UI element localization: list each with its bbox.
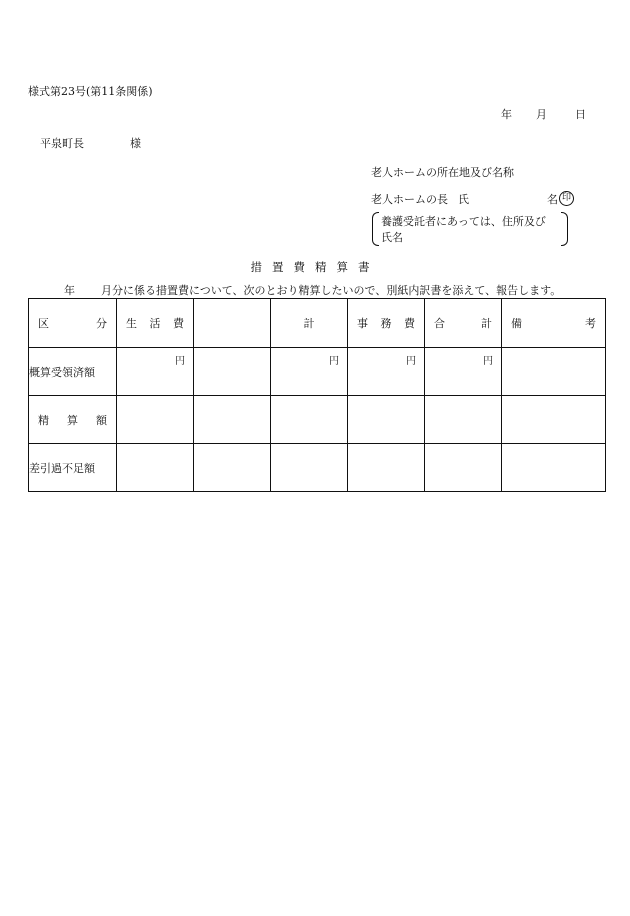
cell-subtotal[interactable] [271, 348, 348, 396]
header-blank [194, 299, 271, 348]
cell-admin-cost[interactable] [348, 396, 425, 444]
header-admin-cost: 事 務 費 [348, 299, 425, 348]
cell-total[interactable] [425, 396, 502, 444]
cell-blank[interactable] [194, 396, 271, 444]
left-bracket [372, 212, 379, 246]
home-head-line [371, 194, 576, 205]
home-head-label: 老人ホームの長 [371, 193, 448, 206]
intro-year: 年 [64, 284, 75, 297]
header-subtotal: 計 [271, 299, 348, 348]
cell-subtotal[interactable] [271, 444, 348, 492]
cell-living-cost[interactable] [117, 396, 194, 444]
table-header-row [29, 299, 606, 348]
cell-admin-cost[interactable] [348, 444, 425, 492]
addressee [40, 138, 141, 149]
header-remarks: 備 考 [502, 299, 606, 348]
table-row [29, 444, 606, 492]
cell-subtotal[interactable] [271, 396, 348, 444]
unit-yen: 円 [406, 356, 416, 367]
addressee-honorific: 様 [130, 137, 141, 150]
name-label-second: 名 [547, 193, 558, 206]
table-row [29, 348, 606, 396]
unit-yen: 円 [483, 356, 493, 367]
cell-total[interactable] [425, 348, 502, 396]
cell-remarks[interactable] [502, 348, 606, 396]
document-title: 措置費精算書 [250, 260, 380, 274]
name-label-first: 氏 [458, 193, 469, 206]
cell-admin-cost[interactable] [348, 348, 425, 396]
intro-sentence [64, 285, 561, 296]
row-label-difference: 差引過不足額 [29, 444, 117, 492]
date-day-label: 日 [575, 108, 586, 121]
date-month-label: 月 [536, 108, 547, 121]
right-bracket [561, 212, 568, 246]
cell-living-cost[interactable] [117, 444, 194, 492]
header-total: 合 計 [425, 299, 502, 348]
trustee-note-line1: 養護受託者にあっては、住所及び [381, 215, 546, 228]
seal-mark: 印 [559, 191, 574, 206]
date-year-label: 年 [501, 108, 512, 121]
unit-yen: 円 [175, 356, 185, 367]
date-line [501, 109, 586, 120]
trustee-note [372, 212, 568, 246]
settlement-table [28, 298, 606, 492]
intro-text: 月分に係る措置費について、次のとおり精算したいので、別紙内訳書を添えて、報告します。 [101, 284, 562, 297]
table-row [29, 396, 606, 444]
home-address-label: 老人ホームの所在地及び名称 [371, 166, 514, 179]
unit-yen: 円 [329, 356, 339, 367]
row-label-settled-amount: 精 算 額 [29, 396, 117, 444]
header-kubun: 区 分 [29, 299, 117, 348]
header-living-cost: 生 活 費 [117, 299, 194, 348]
row-label-estimated-received: 概算受領済額 [29, 348, 117, 396]
cell-total[interactable] [425, 444, 502, 492]
cell-living-cost[interactable] [117, 348, 194, 396]
trustee-note-line2: 氏名 [381, 231, 403, 244]
cell-blank[interactable] [194, 348, 271, 396]
cell-remarks[interactable] [502, 396, 606, 444]
addressee-name: 平泉町長 [40, 137, 84, 150]
form-number: 様式第23号(第11条関係) [28, 85, 153, 98]
cell-blank[interactable] [194, 444, 271, 492]
cell-remarks[interactable] [502, 444, 606, 492]
